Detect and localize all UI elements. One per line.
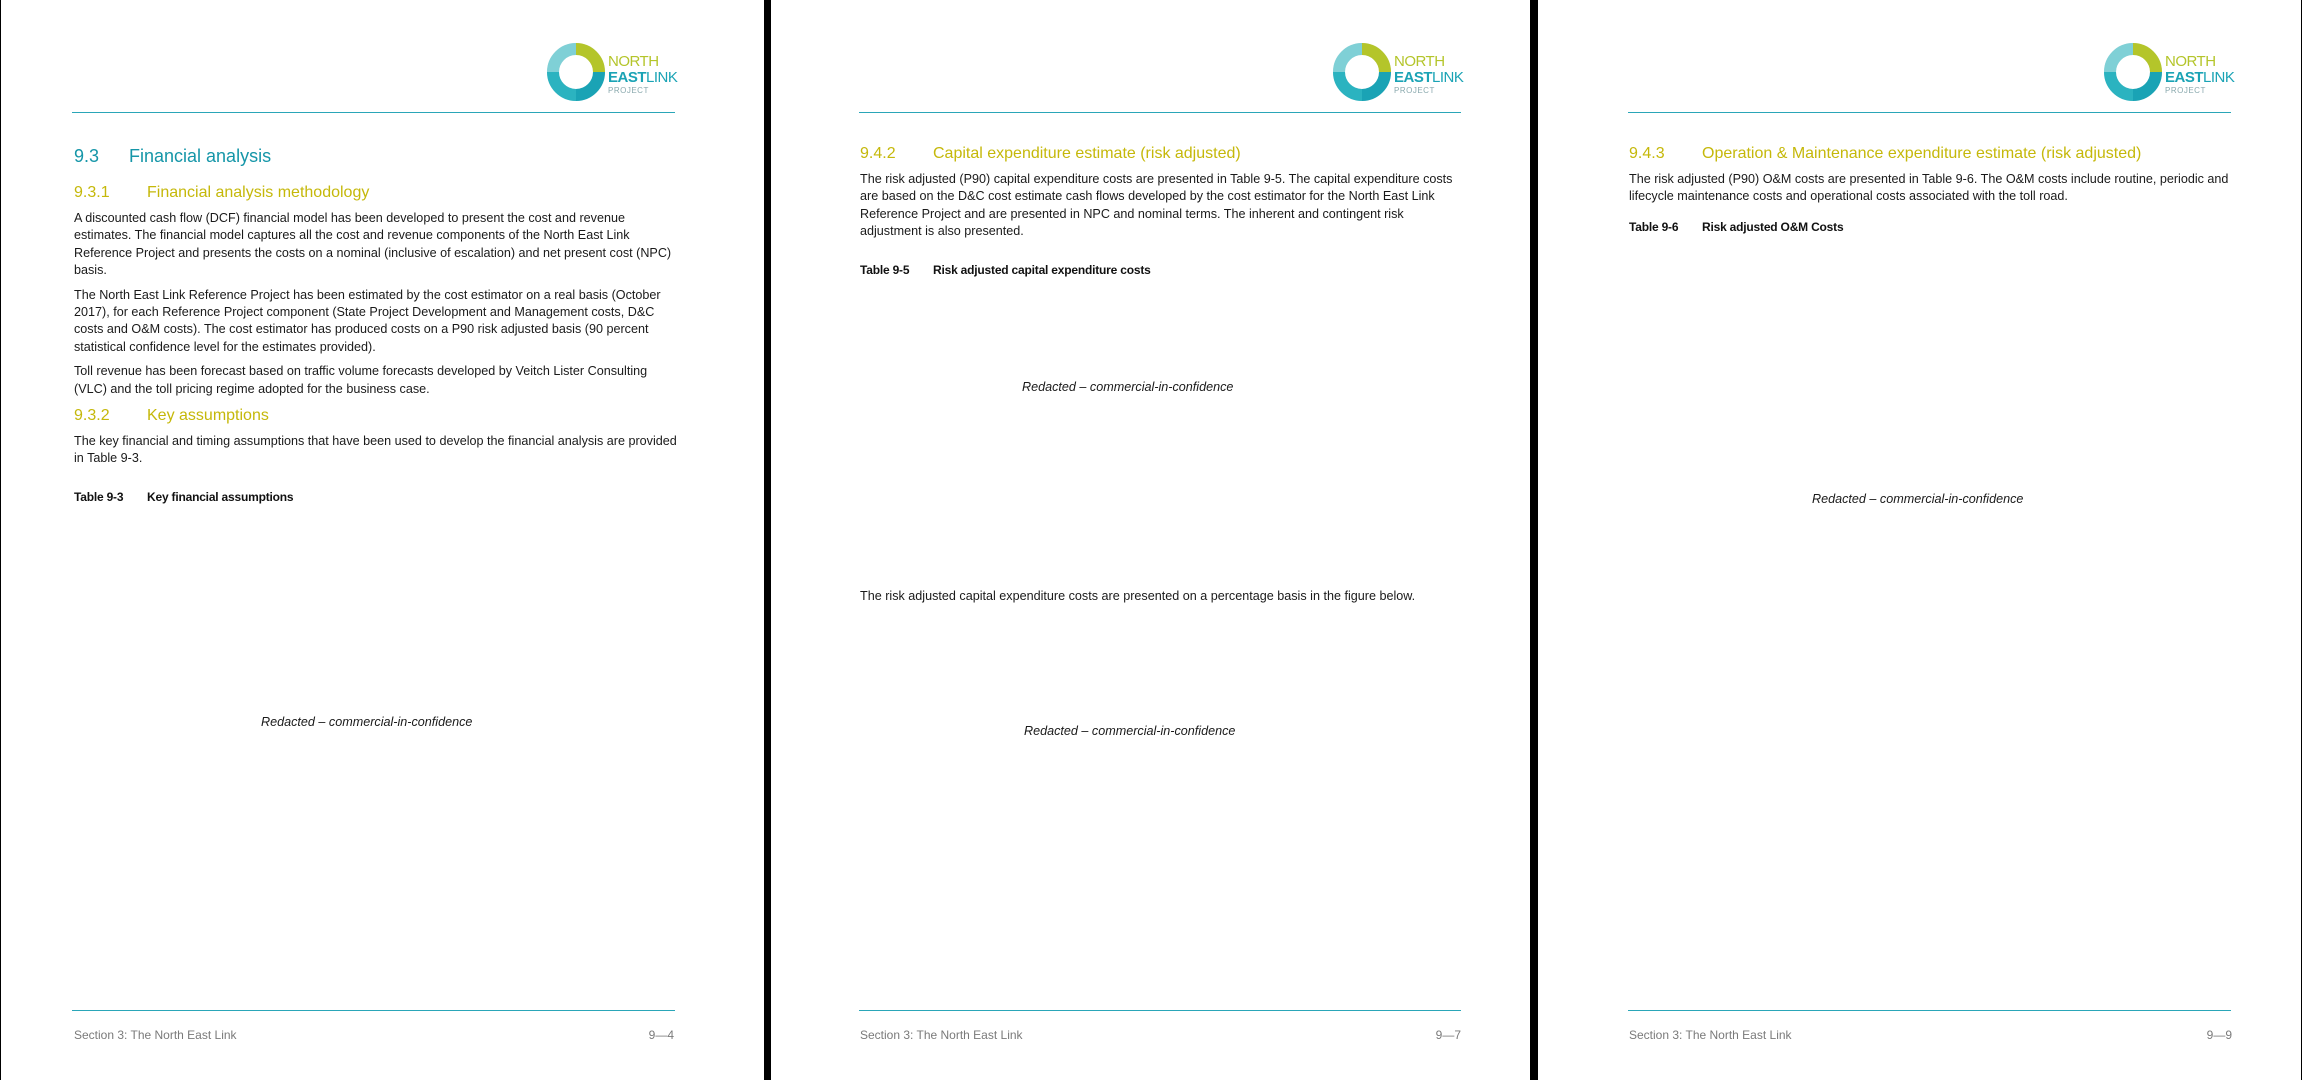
redacted-notice: Redacted – commercial-in-confidence	[261, 715, 473, 729]
logo-link-text: LINK	[646, 69, 678, 86]
donut-logo-icon	[1332, 42, 1392, 102]
table-title: Risk adjusted O&M Costs	[1702, 219, 1844, 234]
paragraph: The North East Link Reference Project has been estimated by the cost estimator on a real basis (October 2017), for each Reference Project component (State Project Development and Management costs, D&C costs and O&M costs). The cost estimator has produced costs on a P90 risk adjusted basis (90 percent statistical confidence level for the estimates provided).	[74, 287, 661, 354]
paragraph: A discounted cash flow (DCF) financial model has been developed to present the cost and revenue estimates. The financial model captures all the cost and revenue components of the North East Link Reference Project and presents the costs on a nominal (inclusive of escalation) and net present cost (NPC) basis.	[74, 211, 672, 278]
donut-logo-icon	[2103, 42, 2163, 102]
logo-link-text: LINK	[1432, 69, 1464, 86]
table-caption	[1629, 220, 2239, 234]
document-page-3	[1538, 0, 2301, 1080]
table-number: Table 9-6	[1629, 219, 1679, 234]
footer-section-label: Section 3: The North East Link	[860, 1028, 1023, 1042]
logo-project-text: PROJECT	[608, 86, 649, 95]
subsection-number: 9.4.3	[1629, 145, 1665, 162]
redacted-notice: Redacted – commercial-in-confidence	[1024, 724, 1236, 738]
table-title: Key financial assumptions	[147, 489, 294, 504]
subsection-heading	[860, 145, 1464, 163]
page-content	[74, 146, 678, 504]
logo-link-text: LINK	[2203, 69, 2235, 86]
paragraph: Toll revenue has been forecast based on traffic volume forecasts developed by Veitch Lister Consulting (VLC) and the toll pricing regime adopted for the business case.	[74, 364, 648, 396]
paragraph: The risk adjusted (P90) capital expenditure costs are presented in Table 9-5. The capital expenditure costs are based on the D&C cost estimate cash flows developed by the cost estimator for the North East Link Reference Project and are presented in NPC and nominal terms. The inherent and contingent risk adjustment is also presented.	[860, 172, 1453, 239]
north-east-link-logo	[546, 40, 686, 106]
footer-rule	[72, 1010, 675, 1011]
redacted-notice: Redacted – commercial-in-confidence	[1812, 492, 2024, 506]
document-page-1	[1, 0, 764, 1080]
subsection-number: 9.4.2	[860, 145, 896, 162]
subsection-title: Financial analysis methodology	[147, 184, 370, 201]
footer-rule	[859, 1010, 1461, 1011]
document-page-2	[771, 0, 1530, 1080]
subsection-heading	[74, 184, 678, 202]
page-content	[860, 145, 1464, 277]
donut-logo-icon	[546, 42, 606, 102]
subsection-title: Capital expenditure estimate (risk adjusted)	[933, 145, 1241, 162]
footer-section-label: Section 3: The North East Link	[74, 1028, 237, 1042]
paragraph: The risk adjusted capital expenditure costs are presented on a percentage basis in the figure below.	[860, 589, 1416, 603]
section-title: Financial analysis	[129, 146, 272, 166]
north-east-link-logo	[1332, 40, 1472, 106]
footer-section-label: Section 3: The North East Link	[1629, 1028, 1792, 1042]
page-number: 9—7	[1435, 1028, 1461, 1042]
north-east-link-logo	[2103, 40, 2243, 106]
logo-east-text: EAST	[1394, 69, 1433, 86]
logo-project-text: PROJECT	[1394, 86, 1435, 95]
paragraph: The key financial and timing assumptions that have been used to develop the financial analysis are provided in Table 9-3.	[74, 434, 677, 466]
table-number: Table 9-3	[74, 489, 124, 504]
logo-east-text: EAST	[2165, 69, 2204, 86]
logo-north-text: NORTH	[608, 53, 659, 70]
logo-project-text: PROJECT	[2165, 86, 2206, 95]
table-caption	[860, 263, 1464, 277]
subsection-heading	[1629, 145, 2239, 163]
table-caption	[74, 490, 678, 504]
subsection-number: 9.3.2	[74, 407, 110, 425]
subsection-title: Operation & Maintenance expenditure estimate (risk adjusted)	[1702, 145, 2142, 162]
page-content	[1629, 145, 2239, 234]
page-number: 9—9	[2206, 1028, 2232, 1042]
header-rule	[1628, 112, 2231, 113]
header-rule	[859, 112, 1461, 113]
redacted-notice: Redacted – commercial-in-confidence	[1022, 380, 1234, 394]
subsection-number: 9.3.1	[74, 184, 110, 201]
logo-north-text: NORTH	[1394, 53, 1445, 70]
footer-rule	[1628, 1010, 2231, 1011]
header-rule	[72, 112, 675, 113]
page-number: 9—4	[648, 1028, 674, 1042]
table-number: Table 9-5	[860, 262, 910, 277]
subsection-heading	[74, 407, 678, 425]
table-title: Risk adjusted capital expenditure costs	[933, 262, 1151, 277]
section-number: 9.3	[74, 146, 100, 166]
logo-north-text: NORTH	[2165, 53, 2216, 70]
section-heading	[74, 146, 678, 174]
paragraph: The risk adjusted (P90) O&M costs are presented in Table 9-6. The O&M costs include routine, periodic and lifecycle maintenance costs and operational costs associated with the toll road.	[1629, 172, 2229, 204]
subsection-title: Key assumptions	[147, 407, 269, 425]
logo-east-text: EAST	[608, 69, 647, 86]
